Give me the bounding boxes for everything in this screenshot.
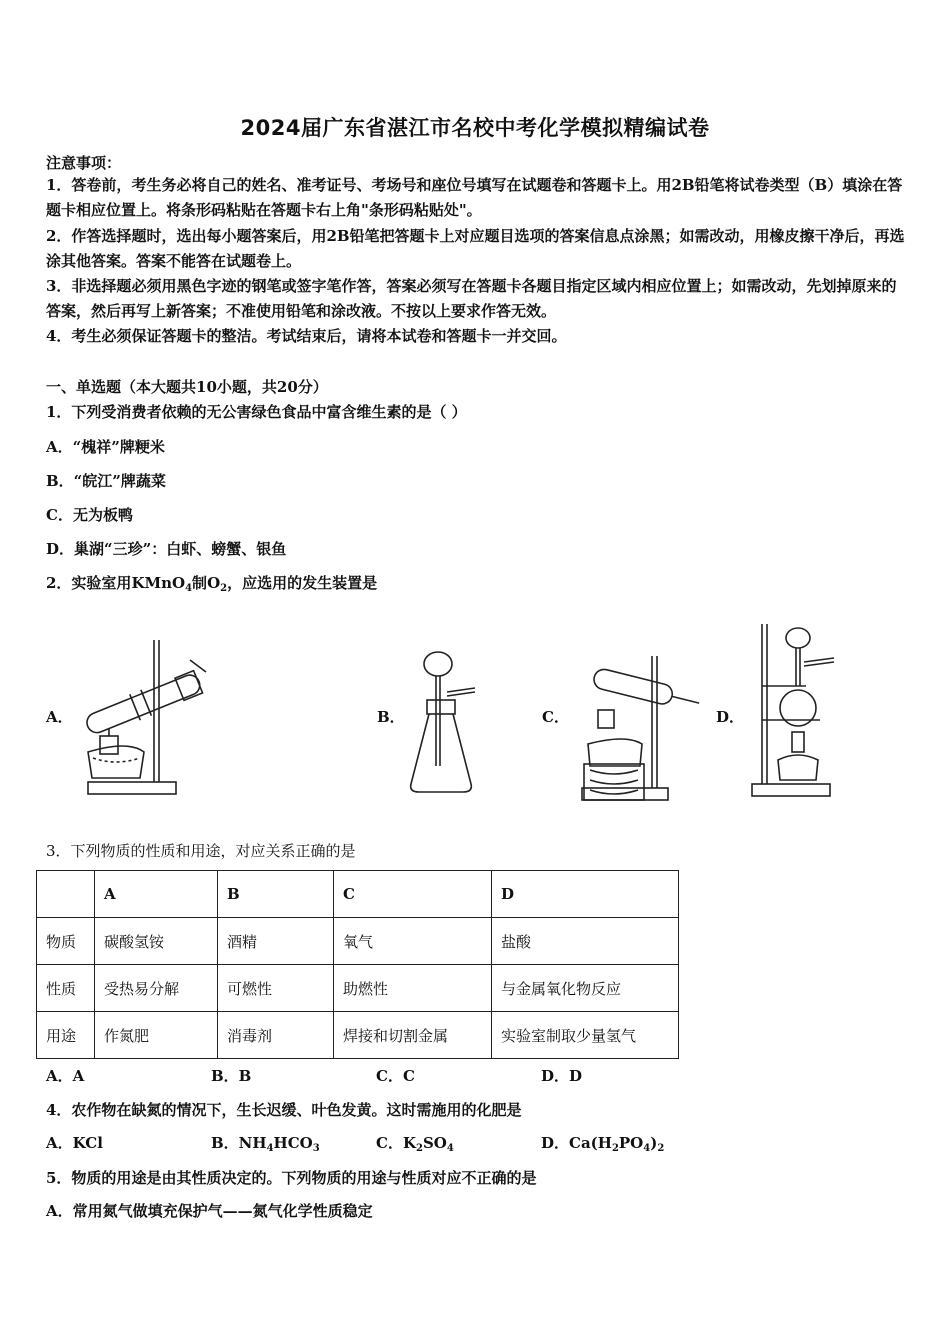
q4-c-sub: 4 (446, 1143, 454, 1154)
q4-stem: 4．农作物在缺氮的情况下，生长迟缓、叶色发黄。这时需施用的化肥是 (46, 1101, 522, 1119)
table-cell: 用途 (37, 1012, 95, 1059)
notice-item-2: 2．作答选择题时，选出每小题答案后，用2B铅笔把答题卡上对应题目选项的答案信息点涂黑；如需改动，用橡皮擦干净后，再选涂其他答案。答案不能答在试题卷上。 (46, 227, 905, 270)
q4-b-sub: 3 (312, 1143, 320, 1154)
q5-stem: 5．物质的用途是由其性质决定的。下列物质的用途与性质对应不正确的是 (46, 1169, 537, 1187)
q2-o: O (207, 574, 221, 592)
table-row (37, 1012, 679, 1059)
apparatus-d-diagram (748, 620, 840, 798)
q4-d-part: D．Ca(H (541, 1134, 612, 1152)
q2-stem-suffix: ，应选用的发生装置是 (227, 574, 378, 592)
q3-col-a: A (95, 871, 218, 918)
table-cell: 焊接和切割金属 (334, 1012, 492, 1059)
table-cell: 物质 (37, 918, 95, 965)
q4-c-sub: 2 (415, 1143, 423, 1154)
q3-col-b: B (218, 871, 334, 918)
q1-option-b: B．“皖江”牌蔬菜 (46, 472, 166, 490)
q4-c-part: C．K (376, 1134, 416, 1152)
table-cell: 作氮肥 (95, 1012, 218, 1059)
q4-option-d (541, 1132, 664, 1154)
table-cell: 性质 (37, 965, 95, 1012)
q2-sub2: 2 (220, 583, 228, 594)
q2-sub4: 4 (185, 583, 193, 594)
q3-option-a: A．A (46, 1067, 85, 1085)
q3-table-corner (37, 871, 95, 918)
q4-b-part: HCO (273, 1134, 313, 1152)
table-cell: 盐酸 (492, 918, 679, 965)
table-cell: 碳酸氢铵 (95, 918, 218, 965)
table-cell: 可燃性 (218, 965, 334, 1012)
q4-b-part: B．NH (211, 1134, 267, 1152)
q2-mid: 制 (192, 574, 208, 592)
q2-label-a: A． (46, 708, 73, 726)
q1-option-a: A．“槐祥”牌粳米 (46, 438, 165, 456)
q3-stem: 3．下列物质的性质和用途，对应关系正确的是 (46, 842, 356, 860)
q5-option-a: A．常用氮气做填充保护气——氮气化学性质稳定 (46, 1202, 373, 1220)
q3-table-header-row (37, 871, 679, 918)
page-title: 2024届广东省湛江市名校中考化学模拟精编试卷 (240, 116, 710, 140)
table-row (37, 918, 679, 965)
table-cell: 受热易分解 (95, 965, 218, 1012)
q3-option-d: D．D (541, 1067, 583, 1085)
q4-c-part: SO (422, 1134, 447, 1152)
notice-item-1: 1．答卷前，考生务必将自己的姓名、准考证号、考场号和座位号填写在试题卷和答题卡上。用2B铅笔将试卷类型（B）填涂在答题卡相应位置上。将条形码粘贴在答题卡右上角"条形码粘贴处"。 (46, 176, 903, 219)
table-cell: 氧气 (334, 918, 492, 965)
q1-stem: 1．下列受消费者依赖的无公害绿色食品中富含维生素的是（ ） (46, 403, 467, 421)
table-cell: 助燃性 (334, 965, 492, 1012)
apparatus-c-diagram (578, 652, 706, 802)
q4-option-a: A．KCl (46, 1134, 103, 1152)
q3-table (36, 870, 679, 1059)
q4-d-sub: 2 (657, 1143, 665, 1154)
q3-col-c: C (334, 871, 492, 918)
q3-option-b: B．B (211, 1067, 252, 1085)
section-heading: 一、单选题（本大题共10小题，共20分） (46, 378, 328, 396)
q4-d-sub: 4 (643, 1143, 651, 1154)
table-cell: 酒精 (218, 918, 334, 965)
q2-label-c: C． (542, 708, 569, 726)
notice-heading: 注意事项： (46, 154, 122, 172)
q3-col-d: D (492, 871, 679, 918)
q2-label-d: D． (716, 708, 745, 726)
apparatus-a-diagram (78, 632, 218, 802)
table-row (37, 965, 679, 1012)
apparatus-b-diagram (403, 646, 493, 796)
notice-item-3: 3．非选择题必须用黑色字迹的钢笔或签字笔作答，答案必须写在答题卡各题目指定区域内相应位置上；如需改动，先划掉原来的答案，然后再写上新答案；不准使用铅笔和涂改液。不按以上要求作答无效。 (46, 277, 897, 320)
table-cell: 与金属氧化物反应 (492, 965, 679, 1012)
q2-kmno: KMnO (131, 574, 186, 592)
q4-d-part: ) (650, 1134, 658, 1152)
q2-stem-prefix: 2．实验室用 (46, 574, 132, 592)
q4-option-b (211, 1132, 320, 1154)
q1-option-d: D．巢湖“三珍”：白虾、螃蟹、银鱼 (46, 540, 287, 558)
table-cell: 消毒剂 (218, 1012, 334, 1059)
q4-d-sub: 2 (611, 1143, 619, 1154)
q4-b-sub: 4 (266, 1143, 274, 1154)
notice-item-4: 4．考生必须保证答题卡的整洁。考试结束后，请将本试卷和答题卡一并交回。 (46, 327, 567, 345)
q2-label-b: B． (377, 708, 405, 726)
table-cell: 实验室制取少量氢气 (492, 1012, 679, 1059)
q2-stem (46, 572, 377, 594)
q3-option-c: C．C (376, 1067, 415, 1085)
q1-option-c: C．无为板鸭 (46, 506, 133, 524)
q4-d-part: PO (618, 1134, 644, 1152)
q4-option-c (376, 1132, 454, 1154)
